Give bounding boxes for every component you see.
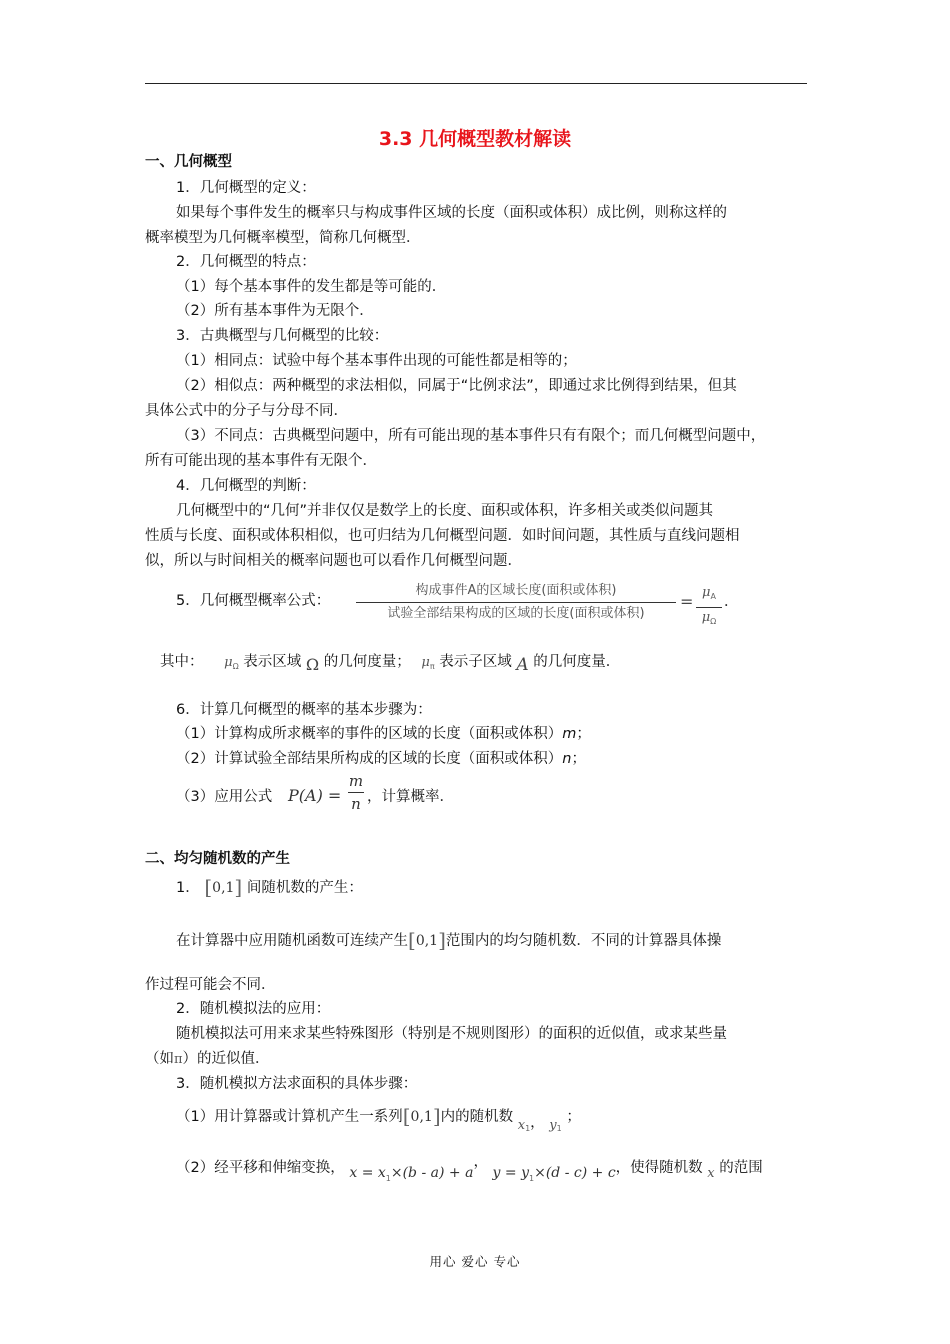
mu-symbol: μ [702, 585, 711, 600]
para-6-item-a [176, 724, 591, 744]
fraction-n: n [351, 795, 361, 813]
step-b-text: （2）计算试验全部结果所构成的区域的长度（面积或体积） [176, 751, 563, 767]
interval-text: 0,1 [212, 880, 235, 896]
para-3-item-b-line-1: （2）相似点：两种概型的求法相似，同属于“比例求法”，即通过求比例得到结果，但其 [176, 378, 737, 394]
para-4-line-3: 似，所以与时间相关的概率问题也可以看作几何概型问题． [145, 553, 522, 569]
formula-numerator: 构成事件A的区域长度(面积或体积) [415, 583, 617, 598]
subsection-2-line-2 [145, 1049, 270, 1070]
fraction-bar [696, 607, 722, 608]
probability-formula-fraction [356, 581, 676, 624]
step-1-end: ； [566, 1109, 581, 1125]
subsection-1-line-1 [176, 930, 721, 951]
subsection-1-text: 间随机数的产生： [246, 880, 363, 896]
step-a-text: （1）计算构成所求概率的事件的区域的长度（面积或体积） [176, 726, 563, 742]
page-footer: 用心 爱心 专心 [429, 1254, 521, 1269]
fraction-bar [348, 792, 364, 793]
subscript-omega: Ω [710, 617, 717, 626]
where-text-5: 的几何度量． [533, 654, 621, 670]
step-b-end: ； [571, 751, 586, 767]
where-text-2: 表示区域 [243, 654, 302, 670]
subsection-1-line-2: 作过程可能会不同． [145, 977, 276, 993]
subsection-2-line-1: 随机模拟法可用来求某些特殊图形（特别是不规则图形）的面积的近似值，或求某些量 [176, 1026, 727, 1042]
step-2-pre: （2）经平移和伸缩变换， [176, 1160, 345, 1176]
para-4-line-2: 性质与长度、面积或体积相似，也可归结为几何概型问题．如时间问题，其性质与直线问题相 [145, 528, 740, 544]
eq-x-rhs: ×(b - a) + a [390, 1165, 474, 1181]
subscript-pi: π [429, 662, 435, 671]
eq-y-lhs: y = y [492, 1165, 529, 1181]
para-6-title: 6．计算几何概型的概率的基本步骤为： [176, 702, 432, 718]
region-a-symbol: A [516, 655, 529, 675]
para-4-line-1: 几何概型中的“几何”并非仅仅是数学上的长度、面积或体积，许多相关或类似问题其 [176, 503, 714, 519]
pi-symbol: π [174, 1052, 183, 1067]
step-a-end: ； [576, 726, 591, 742]
para-5-title: 5．几何概型概率公式： [176, 593, 331, 609]
subsection-2-title: 2．随机模拟法的应用： [176, 1001, 331, 1017]
para-2-item-b: （2）所有基本事件为无限个． [176, 303, 374, 319]
eq-y-rhs: ×(d - c) + c [534, 1165, 616, 1181]
interval-text: 0,1 [410, 1109, 433, 1125]
mu-symbol: μ [701, 610, 711, 625]
interval-0-1: [0,1] [204, 875, 243, 899]
eq-comma: ， [473, 1154, 488, 1170]
para-1-line-1: 如果每个事件发生的概率只与构成事件区域的长度（面积或体积）成比例，则称这样的 [176, 205, 727, 221]
interval-0-1: [0,1] [402, 1104, 441, 1128]
header-rule [145, 83, 807, 84]
line-1-post: 范围内的均匀随机数．不同的计算器具体操 [445, 933, 722, 949]
subsection-3-title: 3．随机模拟方法求面积的具体步骤： [176, 1076, 418, 1092]
subsection-3-step-2 [176, 1152, 763, 1189]
subscript-1: 1 [556, 1124, 562, 1133]
step-a-var: m [562, 726, 577, 742]
step-c-suffix: ，计算概率． [367, 789, 454, 805]
measure-ratio-fraction [696, 584, 722, 631]
where-text-3: 的几何度量； [323, 654, 411, 670]
line-1-pre: 在计算器中应用随机函数可连续产生 [176, 933, 408, 949]
mu-symbol: μ [224, 655, 233, 670]
fraction-m: m [348, 772, 364, 790]
interval-0-1: [0,1] [408, 928, 446, 952]
para-1-title: 1．几何概型的定义： [176, 180, 316, 196]
para-6-item-b [176, 749, 586, 769]
para-2-item-a: （1）每个基本事件的发生都是等可能的． [176, 279, 447, 295]
subsection-3-step-1 [176, 1106, 581, 1139]
separator: ， [530, 1115, 545, 1131]
fraction-bar [356, 602, 676, 603]
mu-symbol: μ [421, 655, 430, 670]
para-3-title: 3．古典概型与几何概型的比较： [176, 328, 389, 344]
subsection-1-number: 1． [176, 880, 200, 896]
formula-denominator: 试验全部结果构成的区域的长度(面积或体积) [387, 606, 645, 621]
para-3-item-c-line-1: （3）不同点：古典概型问题中，所有可能出现的基本事件只有有限个；而几何概型问题中， [176, 428, 766, 444]
line-2-post: ）的近似值． [182, 1051, 270, 1067]
where-text-4: 表示子区域 [439, 654, 512, 670]
para-4-title: 4．几何概型的判断： [176, 478, 316, 494]
step-2-post: ，使得随机数 [615, 1160, 703, 1176]
step-c-lhs: P(A) = [288, 786, 342, 805]
para-2-title: 2．几何概型的特点： [176, 254, 316, 270]
formula-end-mark: ． [724, 594, 739, 610]
formula-equals: = [680, 592, 694, 611]
para-3-item-c-line-2: 所有可能出现的基本事件有无限个． [145, 453, 377, 469]
subscript-1: 1 [385, 1174, 391, 1183]
para-3-item-b-line-2: 具体公式中的分子与分母不同． [145, 403, 348, 419]
step-b-var: n [562, 751, 572, 767]
para-1-line-2: 概率模型为几何概率模型，简称几何概型． [145, 230, 421, 246]
step-c-prefix: （3）应用公式 [176, 789, 273, 805]
omega-symbol: Ω [305, 655, 320, 674]
subsection-1-title [176, 877, 363, 898]
page-title: 3.3 几何概型教材解读 [378, 128, 572, 150]
line-2-pre: （如 [145, 1051, 174, 1067]
var-x: x [707, 1166, 715, 1181]
step-2-tail: 的范围 [719, 1160, 763, 1176]
step-1-pre: （1）用计算器或计算机产生一系列 [176, 1109, 403, 1125]
subscript-a: A [710, 592, 716, 601]
subscript-1: 1 [525, 1124, 531, 1133]
subscript-omega: Ω [232, 662, 239, 671]
where-prefix: 其中： [160, 654, 204, 670]
para-3-item-a: （1）相同点：试验中每个基本事件出现的可能性都是相等的； [176, 353, 577, 369]
step-1-mid: 内的随机数 [440, 1109, 514, 1125]
subscript-1: 1 [529, 1174, 535, 1183]
where-label [160, 652, 620, 677]
m-over-n-fraction [348, 771, 364, 814]
section-heading-2: 二、均匀随机数的产生 [145, 851, 290, 867]
section-heading-1: 一、几何概型 [145, 154, 232, 170]
interval-text: 0,1 [415, 933, 439, 949]
var-x1: x [517, 1118, 526, 1133]
var-y1: y [549, 1118, 557, 1133]
eq-x-lhs: x = x [349, 1165, 386, 1181]
